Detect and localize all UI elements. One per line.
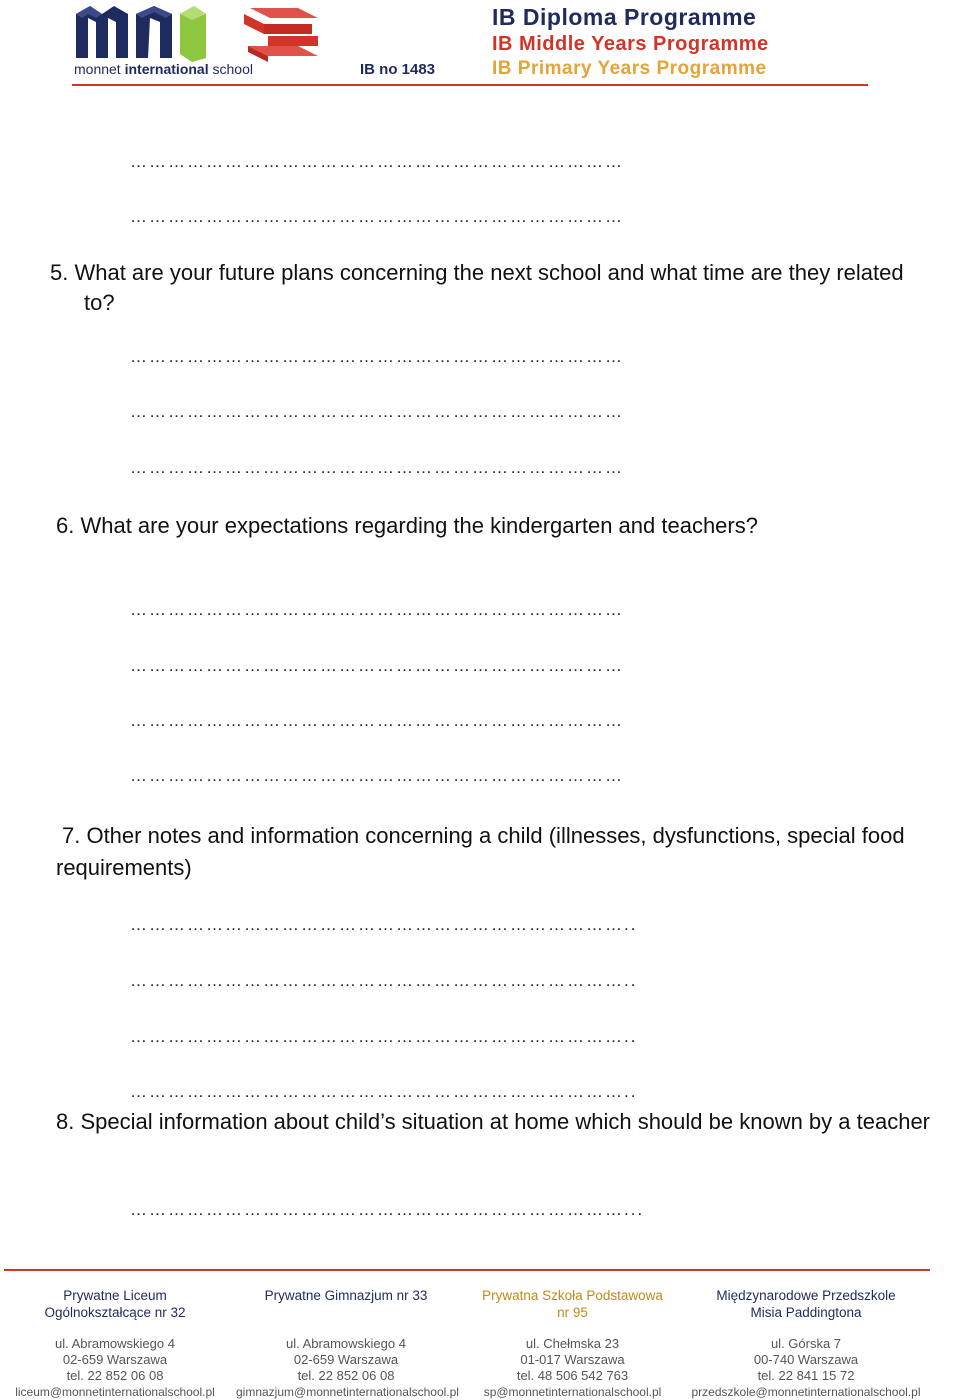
programme-diploma: IB Diploma Programme [492,4,757,30]
school-name-line1: Międzynarodowe Przedszkole [716,1288,896,1303]
footer-school-podstawowa [470,1287,675,1400]
school-email[interactable]: gimnazjum@monnetinternationalschool.pl [236,1385,459,1399]
answer-line[interactable]: ……………………………………………………………………... [130,1200,645,1219]
school-email[interactable]: sp@monnetinternationalschool.pl [483,1385,662,1399]
question-7-text: 7. Other notes and information concerning a child (illnesses, dysfunctions, special food requirements) [56,823,905,880]
school-street: ul. Abramowskiego 4 [286,1336,406,1351]
brand-name [74,61,253,77]
school-city: 00-740 Warszawa [753,1352,859,1367]
page-header [0,0,960,90]
school-name-line1: Prywatna Szkoła Podstawowa [482,1288,663,1303]
school-name [470,1287,675,1321]
answer-line[interactable]: …………………………………………………………………….. [130,971,638,990]
brand-main: international [124,61,209,77]
brand-suffix: school [212,61,253,77]
ib-number: IB no 1483 [360,61,436,78]
school-address [470,1336,675,1400]
answer-line[interactable]: …………………………………………………………………… [130,766,624,785]
school-name-line2: Misia Paddingtona [750,1305,862,1320]
school-name-line1: Prywatne Liceum [63,1288,167,1303]
school-logo [72,4,324,62]
footer-divider [4,1269,930,1271]
school-address [236,1336,459,1400]
school-name-line2: nr 95 [557,1305,588,1320]
school-street: ul. Abramowskiego 4 [55,1336,175,1351]
answer-line[interactable]: …………………………………………………………………… [130,152,624,171]
footer-school-gimnazjum [236,1287,459,1400]
school-city: 01-017 Warszawa [520,1352,625,1367]
answer-line[interactable]: …………………………………………………………………… [130,711,624,730]
answer-line[interactable]: …………………………………………………………………….. [130,1082,638,1101]
answer-line[interactable]: …………………………………………………………………… [130,656,624,675]
school-phone: tel. 22 852 06 08 [66,1368,164,1383]
answer-line[interactable]: …………………………………………………………………… [130,207,624,226]
footer-school-liceum [8,1287,222,1400]
school-name-line1: Prywatne Gimnazjum nr 33 [264,1288,428,1303]
school-street: ul. Górska 7 [770,1336,842,1351]
answer-line[interactable]: …………………………………………………………………… [130,458,624,477]
school-email[interactable]: liceum@monnetinternationalschool.pl [15,1385,215,1399]
question-5 [50,258,920,318]
school-phone: tel. 48 506 542 763 [516,1368,629,1383]
answer-line[interactable]: …………………………………………………………………… [130,600,624,619]
answer-line[interactable]: …………………………………………………………………….. [130,915,638,934]
school-name [686,1287,926,1321]
school-address [686,1336,926,1400]
question-5-text: 5. What are your future plans concerning the next school and what time are they related to? [50,260,904,315]
question-6: 6. What are your expectations regarding the kindergarten and teachers? [56,513,758,538]
header-divider [72,84,868,86]
answer-line[interactable]: …………………………………………………………………… [130,402,624,421]
school-email[interactable]: przedszkole@monnetinternationalschool.pl [691,1385,921,1399]
school-city: 02-659 Warszawa [293,1352,399,1367]
footer-school-przedszkole [686,1287,926,1400]
school-phone: tel. 22 852 06 08 [297,1368,395,1383]
school-name [8,1287,222,1321]
question-7 [56,820,936,884]
answer-line[interactable]: …………………………………………………………………….. [130,1027,638,1046]
question-8: 8. Special information about child’s situation at home which should be known by a teacher [56,1109,931,1134]
brand-prefix: monnet [74,61,121,77]
school-phone: tel. 22 841 15 72 [757,1368,855,1383]
school-city: 02-659 Warszawa [62,1352,168,1367]
school-street: ul. Chełmska 23 [525,1336,620,1351]
programme-primary-years: IB Primary Years Programme [492,58,767,79]
answer-line[interactable]: …………………………………………………………………… [130,347,624,366]
school-name [236,1287,456,1321]
school-name-line2: Ogólnokształcące nr 32 [44,1305,186,1320]
programme-middle-years: IB Middle Years Programme [492,33,769,55]
school-address [8,1336,222,1400]
